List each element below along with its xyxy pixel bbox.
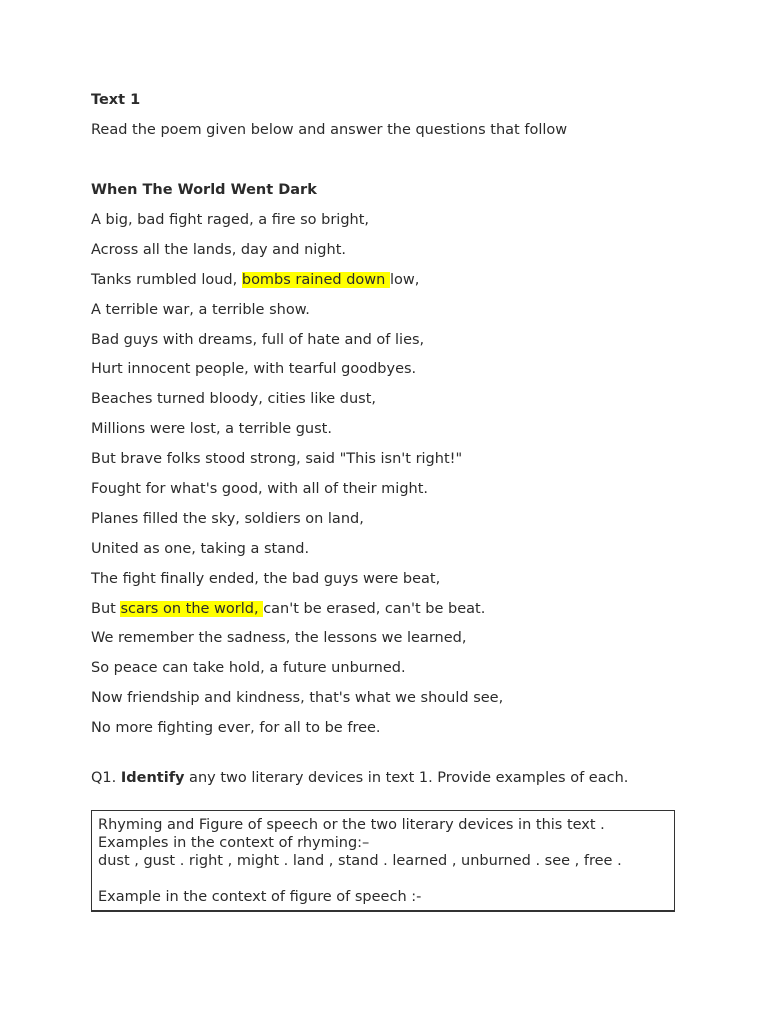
- question-keyword: Identify: [120, 770, 185, 787]
- answer-line: [98, 870, 674, 888]
- poem-line-text: Beaches turned bloody, cities like dust,: [91, 391, 376, 408]
- poem-line: [91, 599, 691, 619]
- poem-line: [91, 539, 691, 559]
- poem-line-text: We remember the sadness, the lessons we learned,: [91, 630, 467, 647]
- poem-line: [91, 330, 691, 350]
- poem-line-text: Now friendship and kindness, that's what we should see,: [91, 690, 504, 707]
- poem-line-text: Across all the lands, day and night.: [91, 241, 346, 258]
- poem-line-text: But brave folks stood strong, said "This isn't right!": [91, 451, 463, 468]
- answer-line: Rhyming and Figure of speech or the two literary devices in this text .: [98, 817, 605, 833]
- poem-body: [91, 210, 691, 738]
- answer-text-box[interactable]: [91, 810, 675, 912]
- section-instruction: Read the poem given below and answer the questions that follow: [91, 122, 568, 138]
- poem-line: [91, 628, 691, 648]
- poem-line-text: Bad guys with dreams, full of hate and of lies,: [91, 331, 425, 348]
- poem-line-text: So peace can take hold, a future unburned.: [91, 660, 406, 677]
- poem-title: When The World Went Dark: [91, 182, 317, 198]
- poem-line-text: Tanks rumbled loud,: [91, 271, 242, 288]
- poem-line-text: can't be erased, can't be beat.: [263, 600, 486, 617]
- poem-line-text: Planes filled the sky, soldiers on land,: [91, 510, 364, 527]
- poem-line: [91, 658, 691, 678]
- question-1: [91, 768, 691, 788]
- highlighted-text: bombs rained down: [241, 271, 390, 288]
- poem-line: [91, 718, 691, 738]
- poem-line-text: Hurt innocent people, with tearful goodbyes.: [91, 361, 417, 378]
- poem-line-text: low,: [389, 271, 420, 288]
- poem-line-text: The fight finally ended, the bad guys were beat,: [91, 570, 441, 587]
- poem-line-text: A big, bad fight raged, a fire so bright,: [91, 212, 370, 228]
- poem-line: [91, 359, 691, 379]
- poem-line: [91, 270, 691, 290]
- answer-line: dust , gust . right , might . land , stand . learned , unburned . see , free .: [98, 853, 622, 869]
- poem-line: [91, 210, 691, 230]
- poem-line: [91, 389, 691, 409]
- question-number: Q1.: [91, 770, 121, 787]
- document-page: [91, 90, 691, 788]
- poem-line: [91, 569, 691, 589]
- poem-line-text: Fought for what's good, with all of their might.: [91, 481, 429, 498]
- answer-line: Examples in the context of rhyming:–: [98, 835, 370, 851]
- poem-line: [91, 240, 691, 260]
- poem-line-text: But: [91, 600, 121, 617]
- highlighted-text: scars on the world,: [120, 600, 264, 617]
- poem-line: [91, 688, 691, 708]
- poem-line: [91, 479, 691, 499]
- answer-line: Example in the context of figure of speech :-: [98, 889, 422, 905]
- poem-line: [91, 419, 691, 439]
- poem-line-text: A terrible war, a terrible show.: [91, 301, 310, 318]
- poem-line-text: No more fighting ever, for all to be free.: [91, 720, 381, 737]
- poem-line: [91, 509, 691, 529]
- section-title: Text 1: [91, 92, 141, 108]
- poem-line: [91, 300, 691, 320]
- poem-line: [91, 449, 691, 469]
- question-text: any two literary devices in text 1. Provide examples of each.: [184, 770, 629, 787]
- poem-line-text: Millions were lost, a terrible gust.: [91, 421, 332, 438]
- poem-line-text: United as one, taking a stand.: [91, 540, 310, 557]
